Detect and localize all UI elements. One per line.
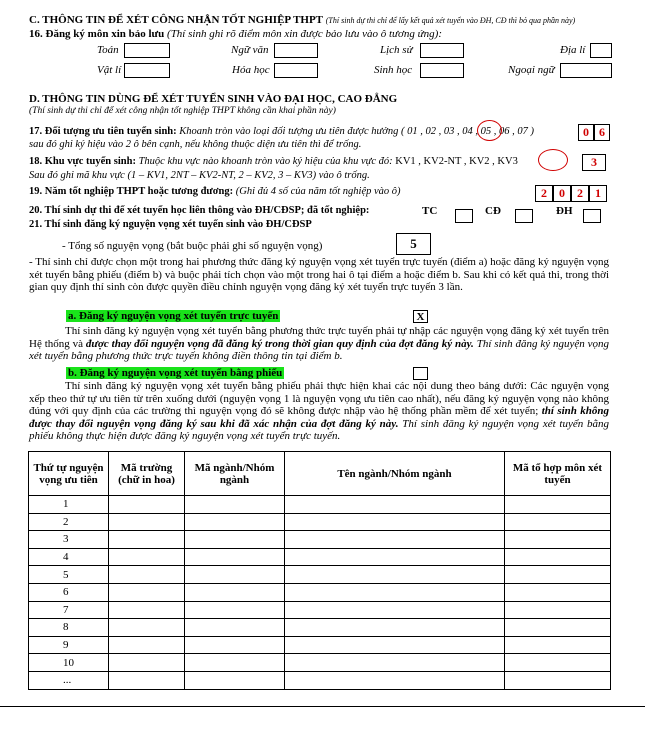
subject-label: Địa lí bbox=[560, 44, 586, 56]
major-code-cell[interactable] bbox=[185, 496, 285, 514]
q17-text: Khoanh tròn vào loại đối tượng ưu tiên được hưởng ( 01 , 02 , 03 , 04 , 05 , 06 , 07 ) bbox=[179, 126, 534, 137]
major-name-cell[interactable] bbox=[285, 548, 505, 566]
major-name-cell[interactable] bbox=[285, 671, 505, 689]
subject-combo-cell[interactable] bbox=[505, 513, 611, 531]
row-priority-number: 2 bbox=[29, 513, 109, 531]
school-code-cell[interactable] bbox=[109, 654, 185, 672]
score-input-dia-li[interactable] bbox=[590, 43, 612, 58]
score-input-hoa-hoc[interactable] bbox=[274, 63, 318, 78]
major-code-cell[interactable] bbox=[185, 513, 285, 531]
major-code-cell[interactable] bbox=[185, 566, 285, 584]
q18-line bbox=[29, 156, 518, 167]
row-priority-number: 4 bbox=[29, 548, 109, 566]
row-priority-number: 3 bbox=[29, 531, 109, 549]
section-d-title: D. THÔNG TIN DÙNG ĐỂ XÉT TUYỂN SINH VÀO ĐẠI HỌC, CAO ĐẲNG bbox=[29, 93, 398, 105]
subject-combo-cell[interactable] bbox=[505, 583, 611, 601]
major-name-cell[interactable] bbox=[285, 531, 505, 549]
table-row bbox=[29, 531, 611, 549]
school-code-cell[interactable] bbox=[109, 531, 185, 549]
instruction-paragraph-2 bbox=[29, 325, 609, 363]
row-priority-number: 9 bbox=[29, 636, 109, 654]
subject-combo-cell[interactable] bbox=[505, 654, 611, 672]
q21-label: 21. Thí sinh đăng ký nguyện vọng xét tuyển sinh vào ĐH/CĐSP bbox=[29, 219, 312, 230]
instruction-paragraph-1: - Thí sinh chỉ được chọn một trong hai phương thức đăng ký nguyện vọng xét tuyển trực tuyến (điểm a) hoặc đăng ký nguyện vọng xét tuyển bằng phiếu (điểm b) và buộc phải tích chọn vào một trong hai ô tại điểm a hoặc điểm b. Sau khi có kết quả thi, trong thời gian quy định thí sinh còn được quyền điều chỉnh nguyện vọng đăng ký xét tuyển trực tuyến 3 lần. bbox=[29, 256, 609, 294]
q19-digit-box[interactable]: 0 bbox=[553, 185, 571, 202]
option-b-row bbox=[66, 367, 284, 379]
major-code-cell[interactable] bbox=[185, 601, 285, 619]
subject-combo-cell[interactable] bbox=[505, 548, 611, 566]
option-a-label: a. Đăng ký nguyện vọng xét tuyển trực tuyến bbox=[68, 310, 279, 322]
subject-label: Hóa học bbox=[232, 64, 270, 76]
q16-line bbox=[29, 28, 442, 40]
para2-text: Thí sinh đăng ký nguyện vọng xét tuyển bằng phương thức trực tuyến phải tự nhập các nguyện vọng đăng ký xét tuyển trên Hệ thống và bbox=[29, 325, 609, 350]
q17-digit-box[interactable]: 0 bbox=[578, 124, 594, 141]
q20-option-label: ĐH bbox=[556, 205, 573, 217]
q17-label: 17. Đối tượng ưu tiên tuyển sinh: bbox=[29, 126, 177, 137]
q19-digit-box[interactable]: 2 bbox=[571, 185, 589, 202]
selection-circle-kv3 bbox=[538, 149, 568, 171]
row-priority-number: ... bbox=[29, 671, 109, 689]
q18-options: KV1 , KV2-NT , KV2 , KV3 bbox=[395, 156, 518, 167]
major-name-cell[interactable] bbox=[285, 496, 505, 514]
selection-circle-06 bbox=[477, 120, 502, 141]
subject-combo-cell[interactable] bbox=[505, 671, 611, 689]
subject-combo-cell[interactable] bbox=[505, 531, 611, 549]
subject-combo-cell[interactable] bbox=[505, 636, 611, 654]
table-row bbox=[29, 513, 611, 531]
subject-label: Lịch sử bbox=[380, 44, 413, 56]
q19-line bbox=[29, 186, 401, 197]
score-input-lich-su[interactable] bbox=[420, 43, 464, 58]
school-code-cell[interactable] bbox=[109, 548, 185, 566]
major-name-cell[interactable] bbox=[285, 619, 505, 637]
table-row bbox=[29, 636, 611, 654]
row-priority-number: 10 bbox=[29, 654, 109, 672]
q20-label: 20. Thí sinh dự thi để xét tuyển học liên thông vào ĐH/CĐSP; đã tốt nghiệp: bbox=[29, 205, 370, 216]
subject-combo-cell[interactable] bbox=[505, 496, 611, 514]
major-name-cell[interactable] bbox=[285, 654, 505, 672]
header-major-code: Mã ngành/Nhóm ngành bbox=[185, 452, 285, 496]
table-row bbox=[29, 496, 611, 514]
table-row bbox=[29, 566, 611, 584]
row-priority-number: 6 bbox=[29, 583, 109, 601]
bottom-divider bbox=[0, 706, 645, 707]
q19-digit-box[interactable]: 1 bbox=[589, 185, 607, 202]
section-d-note: (Thí sinh dự thi chỉ để xét công nhận tốt nghiệp THPT không cần khai phần này) bbox=[29, 106, 336, 116]
para2-note: Thí sinh đăng ký nguyện vọng xét tuyển bằng phương thức trực tuyến không điền thông tin tại điểm b. bbox=[29, 337, 610, 363]
subject-combo-cell[interactable] bbox=[505, 566, 611, 584]
header-school-code: Mã trường (chữ in hoa) bbox=[109, 452, 185, 496]
major-code-cell[interactable] bbox=[185, 583, 285, 601]
q16-note: (Thí sinh ghi rõ điểm môn xin được bảo lưu vào ô tương ứng): bbox=[167, 28, 442, 40]
table-row bbox=[29, 619, 611, 637]
section-c-heading bbox=[29, 14, 575, 26]
para3-emphasis: thí sinh không được thay đổi nguyện vọng đăng ký sau khi đã xác nhận của đợt đăng ký này. bbox=[29, 405, 610, 430]
table-row bbox=[29, 671, 611, 689]
table-header-row bbox=[29, 452, 611, 496]
q20-checkbox-cd[interactable] bbox=[515, 209, 533, 223]
para3-text: Thí sinh đăng ký nguyện vọng xét tuyển bằng phiếu phải thực hiện khai các nội dung theo bảng dưới: Các nguyện vọng xếp theo thứ tự ưu tiên từ trên xuống dưới (nguyện vọng 1 là nguyện vọng ưu tiên cao nhất), nếu đăng ký nguyện vọng nào không đúng với quy định của các trường thì nguyện vọng đó sẽ không được nhập vào hệ thống phần mềm để xét tuyển; bbox=[29, 380, 609, 418]
school-code-cell[interactable] bbox=[109, 566, 185, 584]
row-priority-number: 1 bbox=[29, 496, 109, 514]
para2-emphasis: được thay đổi nguyện vọng đã đăng ký trong thời gian quy định của đợt đăng ký này. bbox=[85, 337, 474, 350]
para3-note: Thí sinh đăng ký nguyện vọng xét tuyển bằng phiếu không thực hiện được đăng ký nguyện vọng xét tuyển trực tuyến. bbox=[29, 417, 610, 443]
q18-note: Sau đó ghi mã khu vực (1 – KV1, 2NT – KV2-NT, 2 – KV2, 3 – KV3) vào ô trống. bbox=[29, 170, 370, 181]
q17-digit-box[interactable]: 6 bbox=[594, 124, 610, 141]
q20-checkbox-dh[interactable] bbox=[583, 209, 601, 223]
major-code-cell[interactable] bbox=[185, 654, 285, 672]
major-code-cell[interactable] bbox=[185, 619, 285, 637]
major-name-cell[interactable] bbox=[285, 636, 505, 654]
major-name-cell[interactable] bbox=[285, 583, 505, 601]
score-input-ngu-van[interactable] bbox=[274, 43, 318, 58]
instruction-paragraph-3 bbox=[29, 380, 609, 443]
subject-combo-cell[interactable] bbox=[505, 601, 611, 619]
q16-label: 16. Đăng ký môn xin bảo lưu bbox=[29, 28, 165, 40]
school-code-cell[interactable] bbox=[109, 601, 185, 619]
q19-digit-box[interactable]: 2 bbox=[535, 185, 553, 202]
major-code-cell[interactable] bbox=[185, 671, 285, 689]
school-code-cell[interactable] bbox=[109, 513, 185, 531]
q18-text: Thuộc khu vực nào khoanh tròn vào ký hiệu của khu vực đó: bbox=[138, 156, 393, 167]
q18-label: 18. Khu vực tuyển sinh: bbox=[29, 156, 136, 167]
major-code-cell[interactable] bbox=[185, 548, 285, 566]
row-priority-number: 8 bbox=[29, 619, 109, 637]
q20-option-label: TC bbox=[422, 205, 438, 217]
wishes-table bbox=[28, 451, 611, 690]
major-code-cell[interactable] bbox=[185, 531, 285, 549]
q18-digit-box[interactable]: 3 bbox=[582, 154, 606, 171]
row-priority-number: 5 bbox=[29, 566, 109, 584]
school-code-cell[interactable] bbox=[109, 636, 185, 654]
header-major-name: Tên ngành/Nhóm ngành bbox=[285, 452, 505, 496]
header-priority: Thứ tự nguyện vọng ưu tiên bbox=[29, 452, 109, 496]
row-priority-number: 7 bbox=[29, 601, 109, 619]
school-code-cell[interactable] bbox=[109, 583, 185, 601]
q17-line bbox=[29, 126, 534, 137]
school-code-cell[interactable] bbox=[109, 671, 185, 689]
option-a-checkbox[interactable]: X bbox=[413, 310, 428, 323]
score-input-vat-li[interactable] bbox=[124, 63, 170, 78]
table-row bbox=[29, 548, 611, 566]
major-name-cell[interactable] bbox=[285, 601, 505, 619]
section-c-note: (Thí sinh dự thi chỉ để lấy kết quả xét tuyển vào ĐH, CĐ thì bỏ qua phần này) bbox=[325, 16, 576, 25]
subject-label: Ngoại ngữ bbox=[508, 64, 555, 76]
q19-note: (Ghi đủ 4 số của năm tốt nghiệp vào ô) bbox=[235, 186, 401, 197]
score-input-toan[interactable] bbox=[124, 43, 170, 58]
header-subject-combo: Mã tổ hợp môn xét tuyển bbox=[505, 452, 611, 496]
total-label: - Tổng số nguyện vọng (bắt buộc phải ghi số nguyện vọng) bbox=[62, 240, 323, 252]
major-name-cell[interactable] bbox=[285, 513, 505, 531]
table-row bbox=[29, 601, 611, 619]
q17-note: sau đó ghi ký hiệu vào 2 ô bên cạnh, nếu không thuộc diện ưu tiên thì để trống. bbox=[29, 139, 362, 150]
table-row bbox=[29, 654, 611, 672]
subject-label: Ngữ văn bbox=[231, 44, 269, 56]
total-wishes-box[interactable]: 5 bbox=[396, 233, 431, 255]
subject-label: Toán bbox=[97, 44, 119, 56]
score-input-sinh-hoc[interactable] bbox=[420, 63, 464, 78]
major-name-cell[interactable] bbox=[285, 566, 505, 584]
school-code-cell[interactable] bbox=[109, 496, 185, 514]
section-c-title: C. THÔNG TIN ĐỂ XÉT CÔNG NHẬN TỐT NGHIỆP THPT bbox=[29, 14, 324, 26]
q20-checkbox-tc[interactable] bbox=[455, 209, 473, 223]
q19-label: 19. Năm tốt nghiệp THPT hoặc tương đương: bbox=[29, 186, 234, 197]
subject-combo-cell[interactable] bbox=[505, 619, 611, 637]
subject-label: Vật lí bbox=[97, 64, 122, 76]
table-row bbox=[29, 583, 611, 601]
option-b-label: b. Đăng ký nguyện vọng xét tuyển bằng phiếu bbox=[68, 367, 283, 379]
subject-label: Sinh học bbox=[374, 64, 413, 76]
major-code-cell[interactable] bbox=[185, 636, 285, 654]
q20-option-label: CĐ bbox=[485, 205, 501, 217]
option-b-checkbox[interactable] bbox=[413, 367, 428, 380]
score-input-ngoai-ngu[interactable] bbox=[560, 63, 612, 78]
option-a-row bbox=[66, 310, 280, 322]
school-code-cell[interactable] bbox=[109, 619, 185, 637]
